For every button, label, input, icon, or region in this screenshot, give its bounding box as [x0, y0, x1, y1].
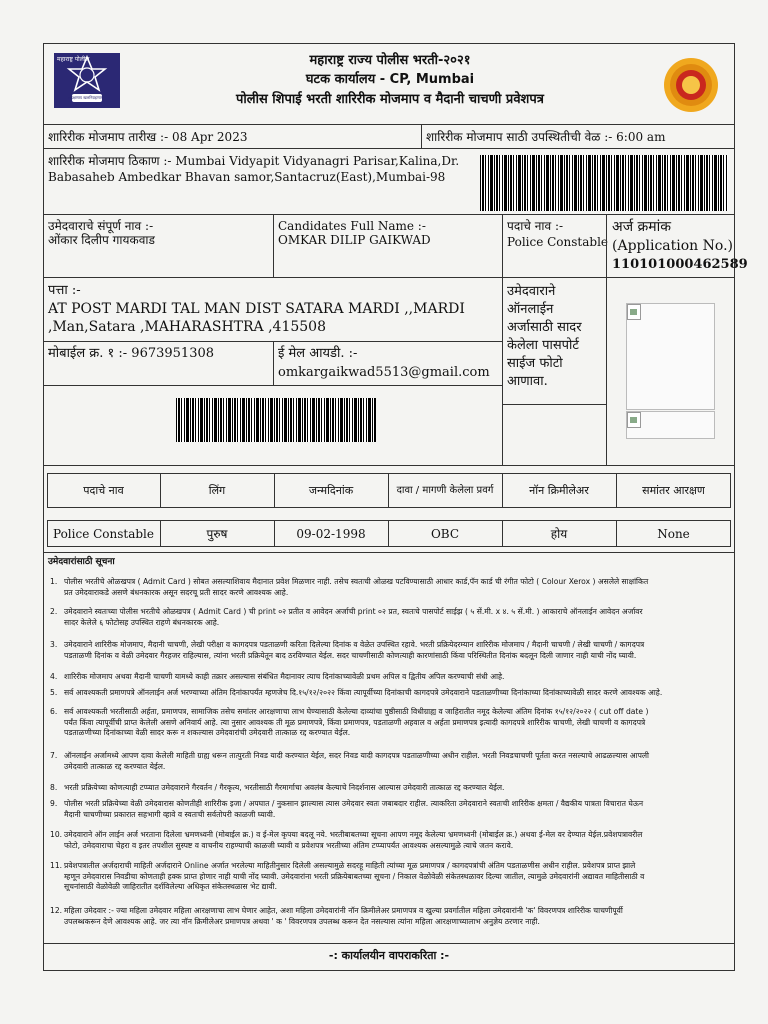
instruction-line: सर्व आवश्यकती भरतीसाठी अर्हता, प्रमाणपत्र, सामाजिक तसेच समांतर आरक्षणाचा लाभ घेण्यासाठी केलेल्या दाव्यांचा पुष्ठीसाठी विधीग्राह्य व जाहिरातीत नमूद केलेल्या अंतिम दिनांक १५/१२/२०२२ ( cut off date ) [64, 707, 649, 716]
mobile-number: मोबाईल क्र. १ :- 9673951308 [48, 346, 215, 361]
instruction-item [50, 830, 724, 851]
instruction-line: म्हणून उमेदवारास निवडीचा कोणताही हक्क प्राप्त होणार नाही याची नोंद घ्यावी. उमेदवारांना भरती प्रक्रियेबाबतच्या सूचना / निकाल वेळोवेळी संकेतस्थळावर दिल्या जातील, त्यामुळे उमेदवारांनी अद्यावत माहितीसाठी व [64, 871, 645, 881]
instruction-number: 8. [50, 783, 58, 792]
divider [43, 385, 502, 386]
venue-line-1: शारिरीक मोजमाप ठिकाण :- Mumbai Vidyapit Vidyanagri Parisar,Kalina,Dr. [48, 154, 460, 168]
instruction-line: भरती प्रक्रियेच्या कोणत्याही टप्प्यात उमेदवाराने गैरवर्तन / गैरकृत्य, भरतीसाठी गैरमार्गाचा अवलंब केल्याचे निदर्शनास आल्यास उमेदवारी तात्काळ रद्द करण्यात येईल. [64, 783, 505, 792]
instruction-number: 3. [50, 640, 58, 649]
instruction-line: महिला उमेदवार :- ज्या महिला उमेदवार महिला आरक्षणाचा लाभ घेणार आहेत, अशा महिला उमेदवारांनी नॉन क्रिमीलेअर प्रमाणपत्र व खुल्या प्रवर्गातील महिला उमेदवारांनी 'क' विवरणपत्र शारिरीक चाचणीपूर्वी [64, 906, 623, 915]
instruction-number: 11. [50, 861, 63, 870]
instruction-item [50, 672, 724, 683]
instruction-line: उमेदवाराने स्वतःच्या पोलीस भरतीचे ओळखपत्र ( Admit Card ) ची print ०२ प्रतीत व आवेदन अर्जाची print ०२ प्रत, स्वतःचे पासपोर्ट साईझ ( ५ सें.मी. x ४. ५ सें.मी. ) आकाराचे ऑनलाईन आवेदन अर्जावर [64, 607, 643, 616]
instruction-number: 5. [50, 688, 58, 697]
attendance-time: शारिरीक मोजमाप साठी उपस्थितीची वेळ :- 6:00 am [426, 130, 666, 144]
barcode-bottom [176, 398, 376, 442]
photo-note-line: साईज फोटो [507, 356, 563, 371]
post-label: पदाचे नाव :- [507, 219, 564, 233]
divider [43, 214, 735, 215]
instruction-line: फोटो, उमेदवाराचा चेहरा व इतर तपशील सुस्पष्ट व वाचनीय राहण्याची काळजी घ्यावी व प्रवेशपत्र भरतीच्या अंतिम टप्प्यापर्यंत आवश्यक असल्यामुळे त्याचे जतन करावे. [64, 840, 514, 850]
instruction-item [50, 783, 724, 794]
name-mr-label: उमेदवाराचे संपूर्ण नाव :- [48, 219, 154, 233]
instruction-line: सूचनांसाठी वेळोवेळी जाहिरातीत दर्शविलेल्या अधिकृत संकेतस्थळास भेट द्यावी. [64, 882, 278, 891]
table-header-category: दावा / मागणी केलेला प्रवर्ग [396, 484, 494, 496]
divider [43, 277, 735, 278]
photo-note-line: ऑनलाईन [507, 302, 554, 317]
divider [273, 214, 274, 277]
address-line-1: AT POST MARDI TAL MAN DIST SATARA MARDI ,,MARDI [48, 301, 465, 317]
instruction-number: 1. [50, 577, 58, 586]
table-cell-gender: पुरुष [206, 526, 228, 541]
instruction-number: 9. [50, 799, 58, 808]
divider [43, 552, 735, 553]
instruction-line: पडताळणी दिनांक व वेळी उमेदवार गैरहजर राहिल्यास, त्यांना भरती प्रक्रियेतून बाद ठरविण्यात येईल. सदर चाचणीसाठी कोणत्याही कारणांसाठी किंवा परिस्थितीत दिनांक बदलून दिली जाणार नाही याची नोंद घ्यावी. [64, 650, 637, 660]
photo-note-line: उमेदवाराने [507, 284, 556, 299]
instruction-item [50, 799, 724, 820]
instruction-line: उमेदवारी तात्काळ रद्द करण्यात येईल. [64, 761, 166, 771]
candidate-signature-placeholder [626, 411, 715, 439]
instruction-line: ऑनलाईन अर्जामध्ये आपण दावा केलेली माहिती ग्राह्य धरून तात्पुरती निवड यादी करण्यात येईल, सदर निवड यादी कागदपत्र पडताळणीच्या अधीन राहील. भरती निवडचाचणी पूर्तता करत नसल्याचे आढळल्यास आपली [64, 751, 650, 760]
instruction-item [50, 607, 724, 628]
divider [502, 404, 606, 405]
table-header-dob: जन्मदिनांक [308, 484, 354, 497]
instruction-line: पडताळणीच्या दिनांकाच्या वेळी सादर करू न शकल्यास उमेदवारांची उमेदवारी तात्काळ रद्द करण्यात येईल. [64, 728, 351, 737]
instruction-line: सादर केलेले ६ फोटोसह उपस्थित राहणे बंधनकारक आहे. [64, 617, 220, 627]
instruction-line: सर्व आवश्यकती प्रमाणपत्रे ऑनलाईन अर्ज भरण्याच्या अंतिम दिनांकापर्यंत म्हणजेच दि.१५/१२/२०२२ किंवा त्यापूर्वीच्या दिनांकाची कागदपत्रे उमेदवाराने पडताळणीच्या दिनांकाच्या दिनांकाच्यावेळी सादर करणे आवश्यक आहे. [64, 688, 663, 697]
instruction-line: शारिरीक मोजमाप अथवा मैदानी चाचणी यामध्ये काही तक्रार असल्यास संबंधित मैदानावर त्याच दिनांकाच्यावेळी प्रथम अपिल व द्वितीय अपिल करण्याची संधी आहे. [64, 672, 505, 681]
table-cell-category: OBC [430, 526, 460, 541]
application-no-label-1: अर्ज क्रमांक [612, 219, 672, 235]
divider [43, 124, 735, 125]
instruction-number: 4. [50, 672, 58, 681]
police-logo-motto: सद्रक्षणाय खलनिग्रहणाय [68, 95, 104, 100]
table-cell-parallel-reservation: None [657, 526, 690, 541]
instruction-number: 10. [50, 830, 63, 839]
instructions-title: उमेदवारांसाठी सूचना [48, 557, 115, 567]
instruction-number: 2. [50, 607, 58, 616]
instruction-item [50, 688, 724, 699]
divider [606, 214, 607, 277]
government-seal [663, 57, 719, 113]
instruction-number: 12. [50, 906, 63, 915]
divider [43, 148, 735, 149]
candidate-photo-placeholder [626, 303, 715, 410]
barcode-top [480, 155, 728, 211]
measurement-date: शारिरीक मोजमाप तारीख :- 08 Apr 2023 [48, 130, 248, 144]
table-cell-post: Police Constable [52, 526, 154, 541]
instruction-line: प्रवेशपत्रातील अर्जदाराची माहिती अर्जदाराने Online अर्जात भरलेल्या माहितीनुसार दिलेली असल्यामुळे सदरहू माहिती त्यांच्या मूळ प्रमाणपत्र / कागदपत्रांची अंतिम पडताळणीस अधीन राहील. प्रवेशपत्र प्राप्त झाले [64, 861, 636, 870]
divider [606, 277, 607, 465]
venue-line-2: Babasaheb Ambedkar Bhavan samor,Santacruz(East),Mumbai-98 [48, 170, 446, 184]
instruction-item [50, 640, 724, 661]
application-no-label-2: (Application No.) [612, 238, 733, 254]
instruction-item [50, 751, 724, 772]
table-cell-dob: 09-02-1998 [296, 526, 366, 541]
police-logo [54, 53, 120, 108]
name-mr-value: ओंकार दिलीप गायकवाड [48, 233, 155, 247]
table-cell-non-creamy: होय [550, 526, 568, 541]
header-title-1: महाराष्ट्र राज्य पोलीस भरती-२०२१ [309, 53, 471, 68]
instruction-line: उपलब्धकरून देणे आवश्यक आहे. जर त्या नॉन क्रिमीलेअर प्रमाणपत्र अथवा ' क ' विवरणपत्र उपलब्ध करून देत नसल्यास त्यांना महिला आरक्षणाच्यालाभ अनुज्ञेय ठरणार नाही. [64, 916, 540, 926]
instruction-item [50, 861, 724, 893]
instruction-number: 6. [50, 707, 58, 716]
divider [43, 943, 735, 944]
instruction-line: उमेदवाराने ऑन लाईन अर्ज भरताना दिलेला भ्रमणध्वनी (मोबाईल क्र.) व ई-मेल कृपया बदलू नये. भरतीबाबतच्या सूचना आपण नमूद केलेल्या भ्रमणध्वनी (मोबाईल क्र.) अथवा ई-मेल वर देण्यात येईल.प्रवेशपत्रावरील [64, 830, 643, 839]
police-logo-text: महाराष्ट्र पोलीस [57, 56, 90, 63]
instruction-line: उमेदवाराने शारिरीक मोजमाप, मैदानी चाचणी, लेखी परीक्षा व कागदपत्र पडताळणी करिता दिलेल्या दिनांक व वेळेत उपस्थित रहावे. भरती प्रक्रियेदरम्यान शारिरीक मोजमाप / मैदानी चाचणी / लेखी चाचणी / कागदपत्र [64, 640, 645, 649]
instruction-item [50, 577, 724, 598]
instruction-line: प्रत उमेदवाराकडे असणे बंधनकारक असून सदरचू प्रती सादर करणे आवश्यक आहे. [64, 587, 289, 597]
email-value: omkargaikwad5513@gmail.com [278, 365, 490, 380]
post-value: Police Constable [507, 235, 609, 249]
application-no-value: 110101000462589 [612, 257, 748, 272]
divider [421, 124, 422, 148]
address-label: पत्ता :- [48, 283, 81, 298]
name-en-value: OMKAR DILIP GAIKWAD [278, 233, 431, 247]
office-use-label: -: कार्यालयीन वापराकरिता :- [328, 949, 450, 962]
divider [502, 214, 503, 277]
table-header-non-creamy: नॉन क्रिमीलेअर [529, 484, 589, 497]
divider [43, 465, 735, 466]
table-header-post: पदाचे नाव [83, 484, 124, 497]
table-header-parallel-reservation: समांतर आरक्षण [642, 484, 705, 497]
header-title-3: पोलीस शिपाई भरती शारिरीक मोजमाप व मैदानी चाचणी प्रवेशपत्र [236, 92, 544, 107]
photo-note-line: केलेला पासपोर्ट [507, 338, 579, 353]
instruction-item [50, 906, 724, 927]
divider [273, 341, 274, 385]
instruction-line: पोलीस भरतीचे ओळखपत्र ( Admit Card ) सोबत असल्याशिवाय मैदानात प्रवेश मिळणार नाही. तसेच स्वतःची ओळख पटविण्यासाठी आधार कार्ड,पॅन कार्ड ची रंगीत फोटो ( Colour Xerox ) असलेले साक्षांकित [64, 577, 649, 586]
photo-note-line: आणावा. [507, 374, 548, 389]
email-label: ई मेल आयडी. :- [278, 346, 358, 361]
header-title-2: घटक कार्यालय - CP, Mumbai [305, 72, 475, 87]
table-header-gender: लिंग [208, 484, 226, 497]
photo-note [507, 283, 605, 391]
instruction-item [50, 707, 724, 739]
name-en-label: Candidates Full Name :- [278, 219, 426, 233]
instruction-line: मैदानी चाचणीच्या प्रकारात सहभागी व्हावे व स्वतःची सर्वतोपरी काळजी घ्यावी. [64, 809, 276, 819]
photo-note-line: अर्जासाठी सादर [507, 320, 582, 335]
instruction-line: पर्यंत किंवा त्यापूर्वीची प्राप्त केलेली असणे अनिवार्य आहे. त्या नुसार आवश्यक ती मूळ प्रमाणपत्रे, किंवा प्रमाणपत्र, पडताळणी अहवाल व अर्हता प्रमाणपत्र इत्यादी कागदपत्रे शारिरीक चाचणी, लेखी चाचणी व कागदपत्रे [64, 717, 646, 727]
address-line-2: ,Man,Satara ,MAHARASHTRA ,415508 [48, 319, 326, 335]
instruction-line: पोलीस भरती प्रक्रियेच्या वेळी उमेदवारास कोणतीही शारिरीक इजा / अपघात / नुकसान झाल्यास त्यास उमेदवार स्वतः जबाबदार राहील. त्याकरिता उमेदवाराने स्वतःची शारिरीक क्षमता / वैद्यकीय पात्रता विचारात घेऊन [64, 799, 644, 808]
divider [502, 277, 503, 465]
instruction-number: 7. [50, 751, 58, 760]
